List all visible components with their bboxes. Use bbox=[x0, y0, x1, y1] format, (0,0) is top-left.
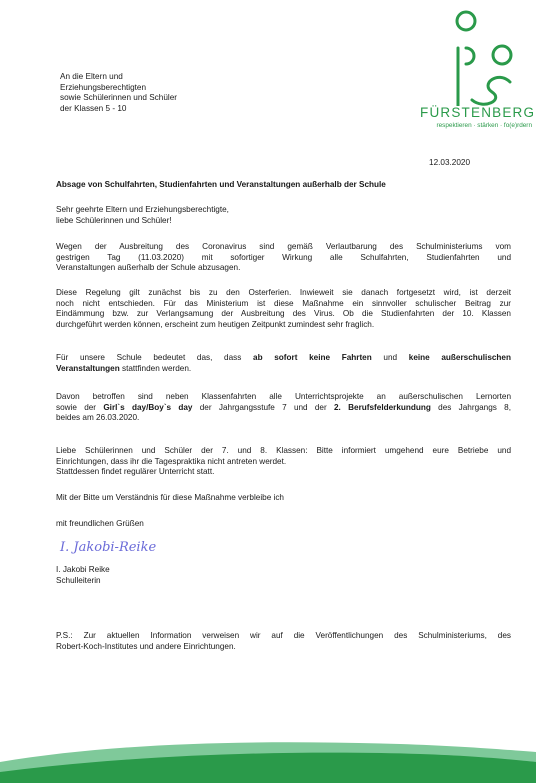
signer-name: I. Jakobi Reike bbox=[56, 565, 110, 574]
paragraph-line: sowie der Girl`s day/Boy`s day der Jahrgangsstufe 7 und der 2. Berufsfelderkundung des Jahrgangs 8, bbox=[56, 402, 511, 412]
paragraph-internships bbox=[56, 446, 511, 478]
salutation-line: Sehr geehrte Eltern und Erziehungsberechtigte, bbox=[56, 205, 229, 214]
paragraph-line: Veranstaltungen außerhalb der Schule abzusagen. bbox=[56, 263, 241, 273]
paragraph-line: Einrichtungen, dass ihr die Tagespraktika nicht antreten werdet. bbox=[56, 456, 287, 466]
paragraph-line: Eindämmung bzw. zur Verlangsamung der Ausbreitung des Virus. Ob die Studienfahrten der 10. Klassen bbox=[56, 309, 511, 319]
postscript bbox=[56, 631, 511, 652]
paragraph-line: durchgeführt werden können, erscheint zum heutigen Zeitpunkt zumindest sehr fraglich. bbox=[56, 319, 375, 329]
handwritten-signature: I. Jakobi-Reike bbox=[60, 540, 157, 555]
salutation bbox=[56, 205, 229, 226]
signer-block bbox=[56, 565, 110, 586]
address-line: sowie Schülerinnen und Schüler bbox=[60, 93, 177, 103]
paragraph-line: beides am 26.03.2020. bbox=[56, 413, 140, 423]
recipient-address bbox=[60, 72, 177, 114]
paragraph-coronavirus bbox=[56, 242, 511, 274]
paragraph-school-impact bbox=[56, 353, 511, 374]
paragraph-line: Diese Regelung gilt zunächst bis zu den Osterferien. Inwieweit sie danach fortgesetzt wird, ist derzeit bbox=[56, 288, 511, 297]
salutation-line: liebe Schülerinnen und Schüler! bbox=[56, 215, 172, 225]
logo-tagline: respektieren · stärken · fo(e)rdern bbox=[436, 122, 532, 129]
address-line: An die Eltern und bbox=[60, 72, 123, 81]
paragraph-line: Liebe Schülerinnen und Schüler der 7. und 8. Klassen: Bitte informiert umgehend eure Betriebe und bbox=[56, 446, 511, 455]
logo-s-shape bbox=[472, 77, 510, 104]
paragraph-line: P.S.: Zur aktuellen Information verweisen wir auf die Veröffentlichungen des Schulministeriums, des bbox=[56, 631, 511, 640]
footer-wave-decoration bbox=[0, 722, 536, 783]
logo-wordmark: FÜRSTENBERG bbox=[420, 105, 536, 120]
letter-subject: Absage von Schulfahrten, Studienfahrten und Veranstaltungen außerhalb der Schule bbox=[56, 180, 386, 189]
paragraph-line: Für unsere Schule bedeutet das, dass ab sofort keine Fahrten und keine außerschulischen bbox=[56, 353, 511, 362]
paragraph-line: noch nicht entschieden. Für das Ministerium ist diese Maßnahme ein sinnvoller schulischer Beitrag zur bbox=[56, 298, 511, 308]
closing: mit freundlichen Grüßen bbox=[56, 519, 144, 528]
paragraph-line: Wegen der Ausbreitung des Coronavirus sind gemäß Verlautbarung des Schulministeriums vom bbox=[56, 242, 511, 251]
paragraph-line: Robert-Koch-Institutes und andere Einrichtungen. bbox=[56, 641, 236, 651]
address-line: der Klassen 5 - 10 bbox=[60, 103, 127, 113]
paragraph-understanding: Mit der Bitte um Verständnis für diese Maßnahme verbleibe ich bbox=[56, 493, 284, 502]
paragraph-line: Stattdessen findet regulärer Unterricht statt. bbox=[56, 467, 215, 477]
paragraph-line: gestrigen Tag (11.03.2020) mit sofortiger Wirkung alle Schulfahrten, Studienfahrten und bbox=[56, 252, 511, 262]
paragraph-line: Veranstaltungen stattfinden werden. bbox=[56, 363, 192, 373]
letter-date: 12.03.2020 bbox=[429, 158, 470, 167]
paragraph-line: Davon betroffen sind neben Klassenfahrten alle Unterrichtsprojekte an außerschulischen Lernorten bbox=[56, 392, 511, 401]
address-line: Erziehungsberechtigten bbox=[60, 82, 147, 92]
school-logo bbox=[428, 6, 528, 106]
paragraph-affected-projects bbox=[56, 392, 511, 424]
paragraph-regulation bbox=[56, 288, 511, 330]
logo-circle-top bbox=[457, 12, 475, 30]
logo-p-shape bbox=[458, 48, 474, 106]
logo-circle-right bbox=[493, 46, 511, 64]
signer-role: Schulleiterin bbox=[56, 575, 101, 585]
